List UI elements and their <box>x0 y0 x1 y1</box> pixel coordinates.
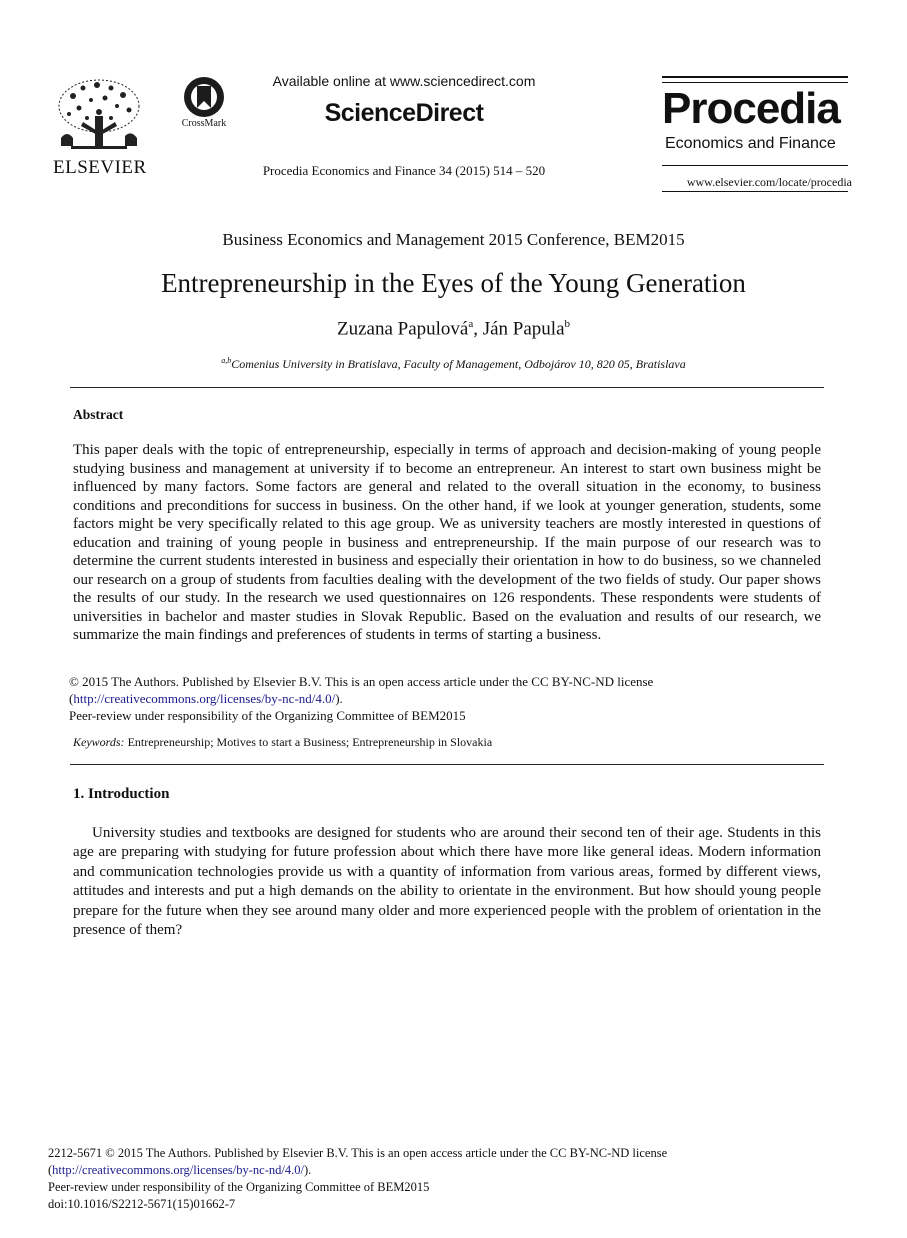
keywords-list: Entrepreneurship; Motives to start a Business; Entrepreneurship in Slovakia <box>127 735 493 749</box>
author-affiliation-marker: b <box>564 318 571 330</box>
issn-license-line: 2212-5671 © 2015 The Authors. Published by Elsevier B.V. This is an open access article under the CC BY-NC-ND license <box>48 1146 668 1160</box>
paren-open: ( <box>48 1163 53 1177</box>
procedia-rule <box>662 82 848 83</box>
journal-citation: Procedia Economics and Finance 34 (2015) 514 – 520 <box>262 163 546 178</box>
affiliation-text: Comenius University in Bratislava, Faculty of Management, Odbojárov 10, 820 05, Bratislava <box>231 357 686 371</box>
license-block <box>69 673 829 724</box>
affiliation <box>60 356 847 372</box>
crossmark-label: CrossMark <box>181 118 227 129</box>
footer <box>48 1145 848 1213</box>
sciencedirect-title: ScienceDirect <box>324 99 484 127</box>
procedia-rule <box>662 191 848 192</box>
procedia-rule <box>662 76 848 78</box>
paper-title: Entrepreneurship in the Eyes of the Young Generation <box>161 268 746 298</box>
procedia-subtitle: Economics and Finance <box>665 135 836 152</box>
section-body: University studies and textbooks are designed for students who are around their second ten of their age. Students in this age are preparing with studying for future profession about which there have more like general ideas. Modern information and communication technologies provide us with a quantity of information from various areas, formed by different views, attitudes and interests and put a high demands on the ability to orientate in the environment. But how should young people prepare for the future when they see around many older and more experienced people with the problem of orientation in the presence of them? <box>73 825 821 939</box>
conference-name: Business Economics and Management 2015 Conference, BEM2015 <box>222 230 685 249</box>
keywords <box>73 735 833 750</box>
footer-peer-review: Peer-review under responsibility of the Organizing Committee of BEM2015 <box>48 1180 430 1194</box>
paren-close: ). <box>303 1163 312 1177</box>
publisher-name: ELSEVIER <box>53 157 147 178</box>
available-online-text: Available online at www.sciencedirect.com <box>272 73 536 89</box>
paren-close: ). <box>335 691 343 706</box>
author-separator: , <box>473 318 483 340</box>
section-heading: 1. Introduction <box>73 786 170 802</box>
procedia-rule <box>662 165 848 166</box>
procedia-brand: Procedia <box>662 84 840 133</box>
affiliation-marker: a,b <box>221 356 232 365</box>
footer-license-link[interactable]: http://creativecommons.org/licenses/by-nc-nd/4.0/ <box>52 1163 304 1177</box>
license-statement: © 2015 The Authors. Published by Elsevier B.V. This is an open access article under the CC BY-NC-ND license <box>69 674 654 689</box>
license-link[interactable]: http://creativecommons.org/licenses/by-nc-nd/4.0/ <box>73 691 336 706</box>
divider <box>70 764 824 765</box>
doi[interactable]: doi:10.1016/S2212-5671(15)01662-7 <box>48 1197 236 1211</box>
author-name: Zuzana Papulová <box>336 318 469 340</box>
author-name: Ján Papula <box>482 318 565 340</box>
paren-open: ( <box>69 691 74 706</box>
author-list <box>60 318 847 340</box>
abstract-body: This paper deals with the topic of entrepreneurship, especially in terms of approach and decision-making of young people studying business and management at university if to become an entrepreneur. An interest to start own business might be influenced by many factors. Some factors are general and related to the overall situation in the economy, to business conditions and preconditions for success in business. On the other hand, if we look at younger generation, students, some factors might be very specifically related to this age group. We as university teachers are mostly interested in questions of education and training of young people in business and entrepreneurship. If the main purpose of our research was to determine the current students interested in business and especially their orientation in how to do business, so we channeled our research on a group of students from faculties dealing with the development of the two fields of study. Our paper shows the results of our study. In the research we used questionnaires on 126 respondents. These respondents were students of universities in bachelor and master studies in Slovak Republic. Based on the evaluation and results of our research, we summarize the main findings and preferences of students in terms of starting a business. <box>73 442 821 643</box>
divider <box>70 387 824 388</box>
journal-url-link[interactable]: www.elsevier.com/locate/procedia <box>686 175 852 189</box>
keywords-label: Keywords: <box>73 735 125 749</box>
abstract-heading: Abstract <box>73 407 124 422</box>
peer-review-statement: Peer-review under responsibility of the Organizing Committee of BEM2015 <box>69 708 466 723</box>
author-affiliation-marker: a <box>468 318 474 330</box>
